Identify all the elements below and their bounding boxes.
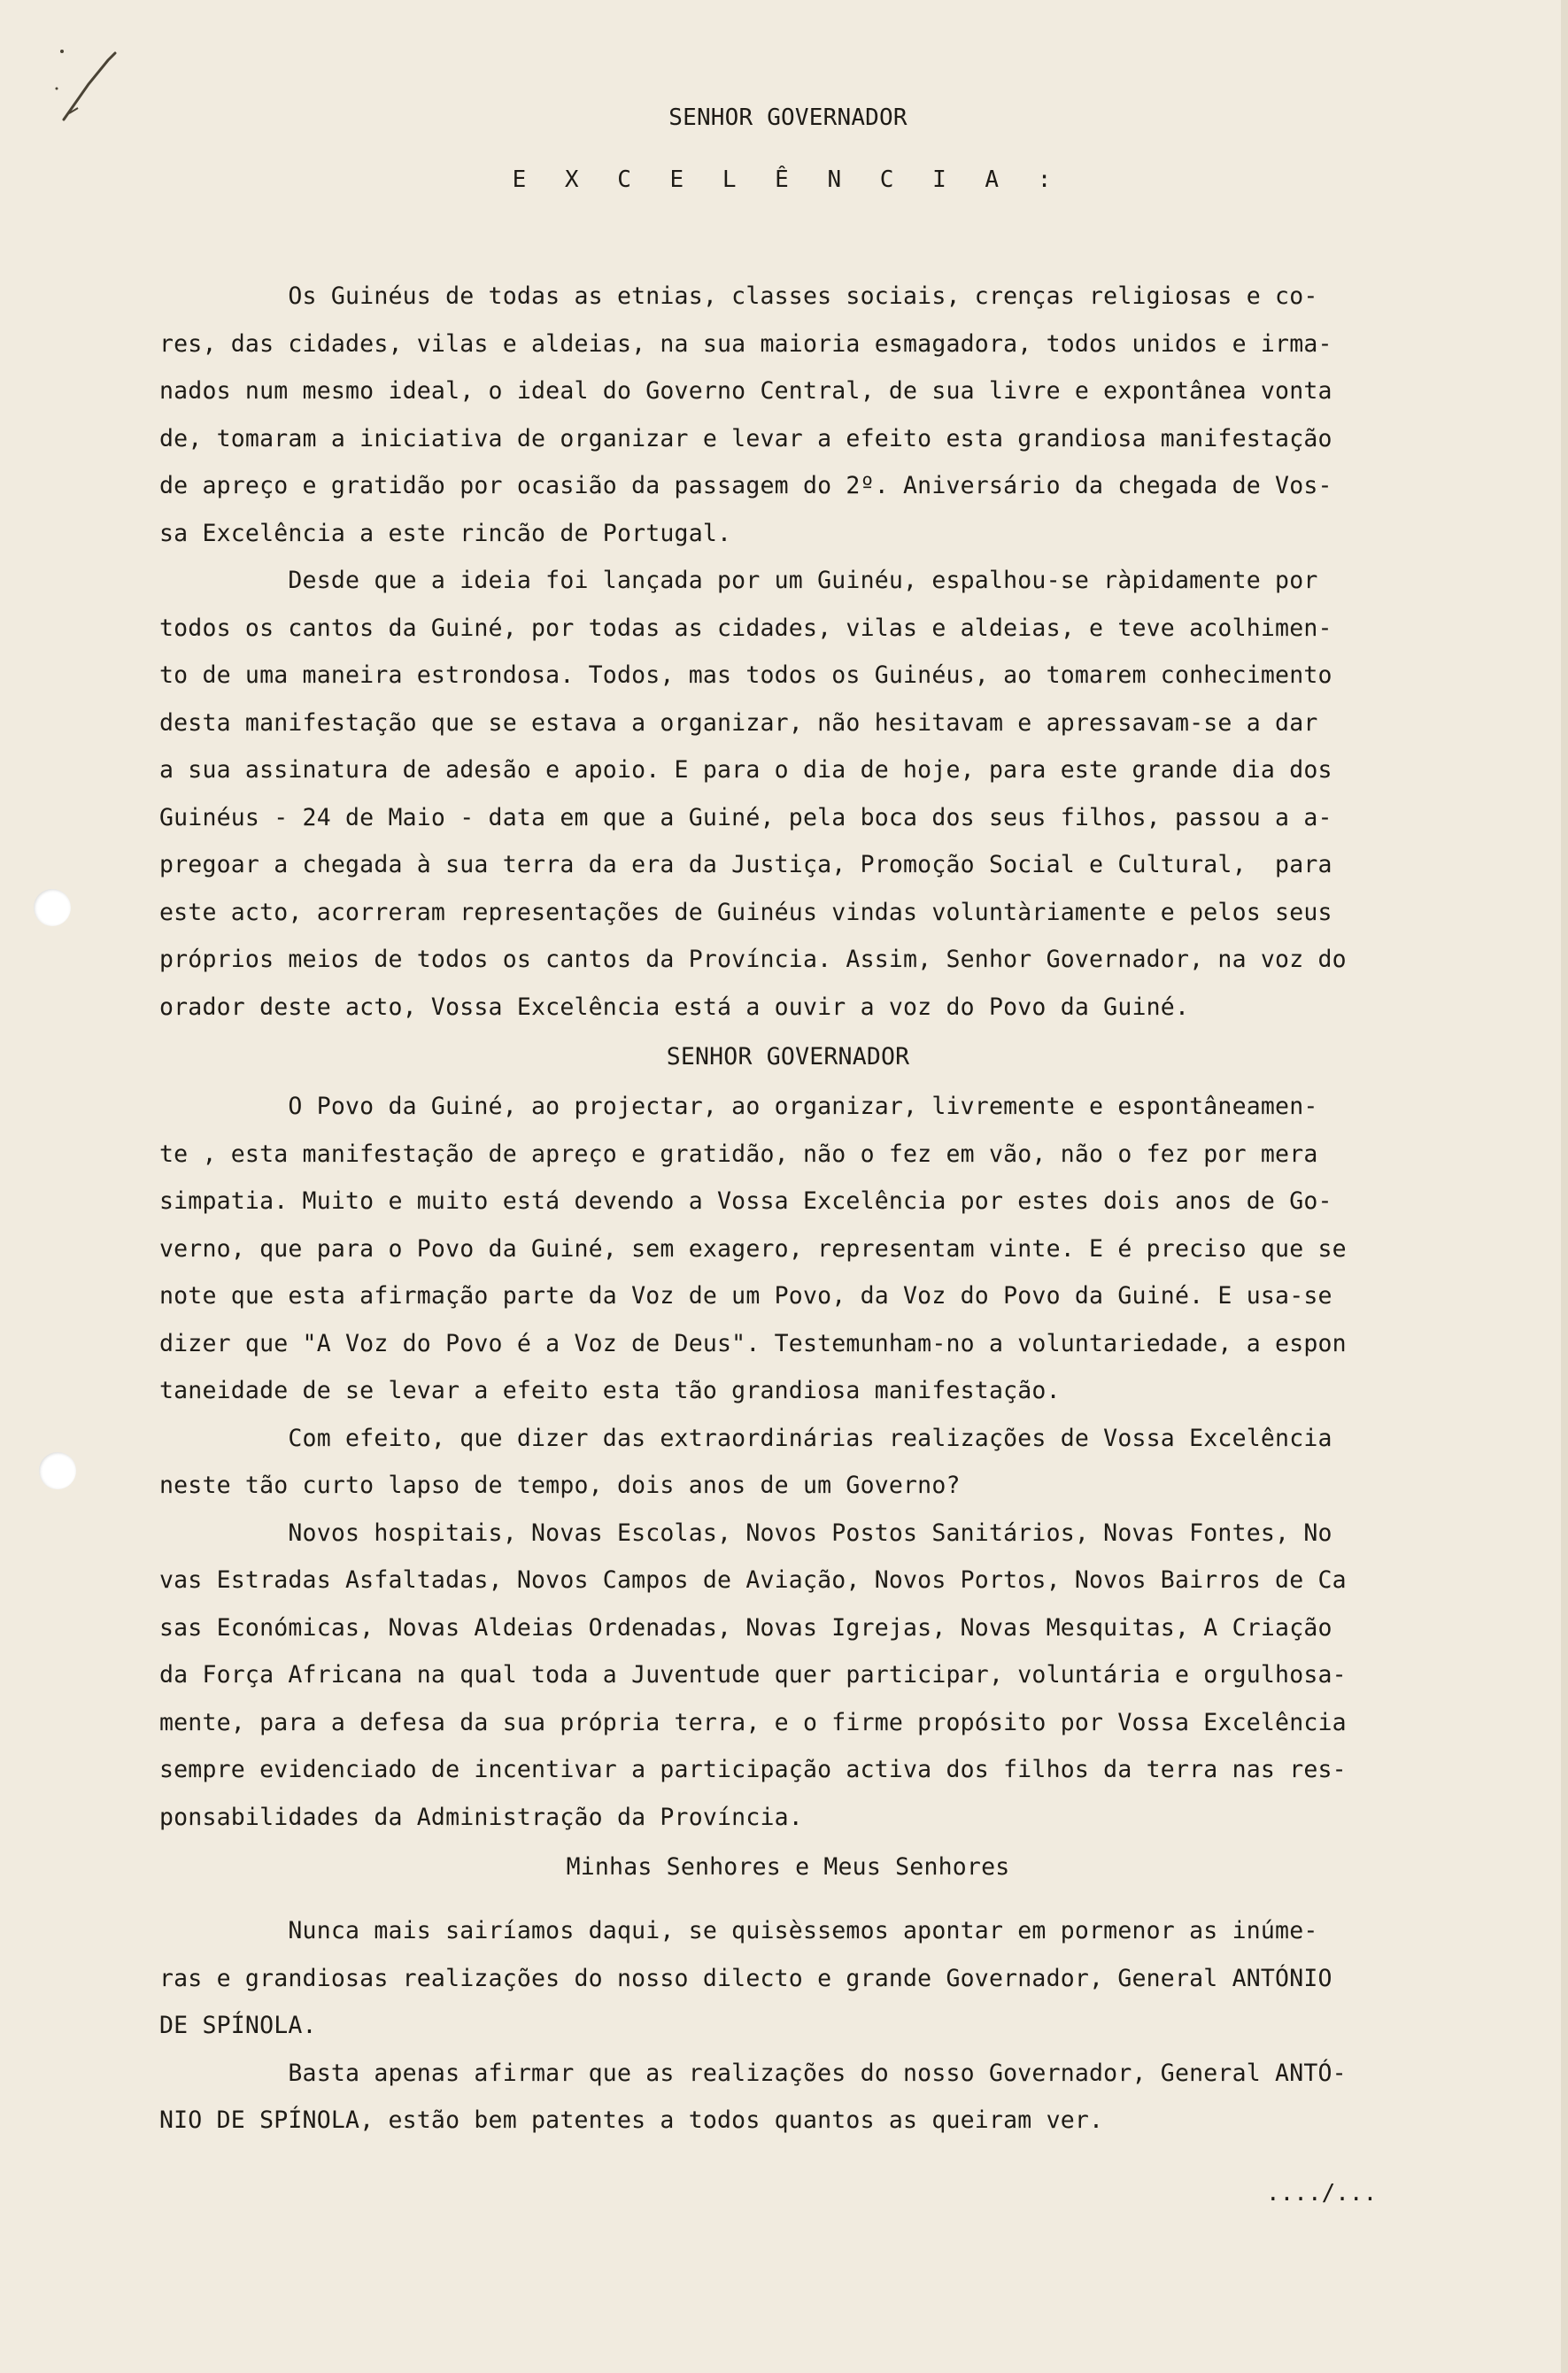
text-line: Basta apenas afirmar que as realizações do nosso Governador, General ANTÓ- — [159, 2059, 1347, 2087]
section-heading-governor: SENHOR GOVERNADOR — [666, 1043, 910, 1071]
text-line: Os Guinéus de todas as etnias, classes sociais, crenças religiosas e co- — [159, 282, 1318, 310]
pencil-mark — [53, 35, 124, 142]
text-line: taneidade de se levar a efeito esta tão grandiosa manifestação. — [159, 1377, 1061, 1404]
text-line: mente, para a defesa da sua própria terra, e o firme propósito por Vossa Excelência — [159, 1708, 1347, 1736]
letter-salutation: E X C E L Ê N C I A : — [512, 166, 1064, 193]
text-line: Novos hospitais, Novas Escolas, Novos Postos Sanitários, Novas Fontes, No — [159, 1519, 1332, 1547]
text-line: res, das cidades, vilas e aldeias, na sua maioria esmagadora, todos unidos e irma- — [159, 329, 1332, 358]
text-line: de, tomaram a iniciativa de organizar e levar a efeito esta grandiosa manifestação — [159, 424, 1332, 452]
text-line: Nunca mais sairíamos daqui, se quisèssemos apontar em pormenor as inúme- — [159, 1917, 1318, 1944]
text-line: pregoar a chegada à sua terra da era da Justiça, Promoção Social e Cultural, para — [159, 851, 1332, 878]
text-line: Com efeito, que dizer das extraordinárias realizações de Vossa Excelência — [159, 1424, 1332, 1452]
paragraph-4 — [159, 1415, 1417, 1510]
text-line: sa Excelência a este rincão de Portugal. — [159, 519, 732, 547]
text-line: orador deste acto, Vossa Excelência está a ouvir a voz do Povo da Guiné. — [159, 993, 1190, 1021]
text-line: verno, que para o Povo da Guiné, sem exagero, representam vinte. E é preciso que se — [159, 1234, 1347, 1263]
section-heading-audience: Minhas Senhores e Meus Senhores — [566, 1853, 1010, 1881]
continuation-marker: ..../... — [1266, 2180, 1378, 2207]
text-line: to de uma maneira estrondosa. Todos, mas todos os Guinéus, ao tomarem conhecimento — [159, 661, 1332, 689]
text-line: O Povo da Guiné, ao projectar, ao organizar, livremente e espontâneamen- — [159, 1093, 1318, 1120]
text-line: simpatia. Muito e muito está devendo a Vossa Excelência por estes dois anos de Go- — [159, 1187, 1332, 1215]
text-line: sempre evidenciado de incentivar a participação activa dos filhos da terra nas res- — [159, 1756, 1347, 1783]
paragraph-3 — [159, 1083, 1417, 1415]
text-line: te , esta manifestação de apreço e gratidão, não o fez em vão, não o fez por mera — [159, 1140, 1318, 1168]
letter-heading: SENHOR GOVERNADOR — [668, 104, 908, 131]
text-line: de apreço e gratidão por ocasião da passagem do 2º. Aniversário da chegada de Vos- — [159, 472, 1332, 499]
text-line: da Força Africana na qual toda a Juventude quer participar, voluntária e orgulhosa- — [159, 1661, 1347, 1689]
text-line: nados num mesmo ideal, o ideal do Governo Central, de sua livre e expontânea vonta — [159, 377, 1332, 405]
text-line: neste tão curto lapso de tempo, dois anos de um Governo? — [159, 1472, 961, 1499]
text-line: Desde que a ideia foi lançada por um Guinéu, espalhou-se ràpidamente por — [159, 567, 1318, 594]
text-line: Guinéus - 24 de Maio - data em que a Guiné, pela boca dos seus filhos, passou a a- — [159, 803, 1332, 831]
text-line: sas Económicas, Novas Aldeias Ordenadas, Novas Igrejas, Novas Mesquitas, A Criação — [159, 1613, 1332, 1642]
text-line: próprios meios de todos os cantos da Província. Assim, Senhor Governador, na voz do — [159, 946, 1347, 973]
paragraph-1 — [159, 273, 1417, 557]
paragraph-7 — [159, 2050, 1417, 2145]
text-line: DE SPÍNOLA. — [159, 2012, 317, 2039]
text-line: a sua assinatura de adesão e apoio. E para o dia de hoje, para este grande dia dos — [159, 756, 1332, 784]
text-line: todos os cantos da Guiné, por todas as cidades, vilas e aldeias, e teve acolhimen- — [159, 614, 1332, 642]
text-line: ponsabilidades da Administração da Província. — [159, 1803, 803, 1831]
text-line: desta manifestação que se estava a organizar, não hesitavam e apressavam-se a dar — [159, 708, 1318, 737]
text-line: NIO DE SPÍNOLA, estão bem patentes a todos quantos as queiram ver. — [159, 2106, 1104, 2134]
text-line: dizer que "A Voz do Povo é a Voz de Deus". Testemunham-no a voluntariedade, a espon — [159, 1329, 1347, 1357]
page-edge — [1561, 0, 1568, 2373]
text-line: vas Estradas Asfaltadas, Novos Campos de Aviação, Novos Portos, Novos Bairros de Ca — [159, 1566, 1347, 1594]
text-line: este acto, acorreram representações de Guinéus vindas voluntàriamente e pelos seus — [159, 898, 1332, 926]
punch-hole — [34, 889, 71, 926]
letter-body — [159, 104, 1417, 2145]
text-line: note que esta afirmação parte da Voz de um Povo, da Voz do Povo da Guiné. E usa-se — [159, 1282, 1332, 1310]
paragraph-6 — [159, 1907, 1417, 2050]
paragraph-2 — [159, 557, 1417, 1031]
punch-hole — [39, 1452, 76, 1489]
paragraph-5 — [159, 1510, 1417, 1842]
text-line: ras e grandiosas realizações do nosso dilecto e grande Governador, General ANTÓNIO — [159, 1964, 1332, 1992]
